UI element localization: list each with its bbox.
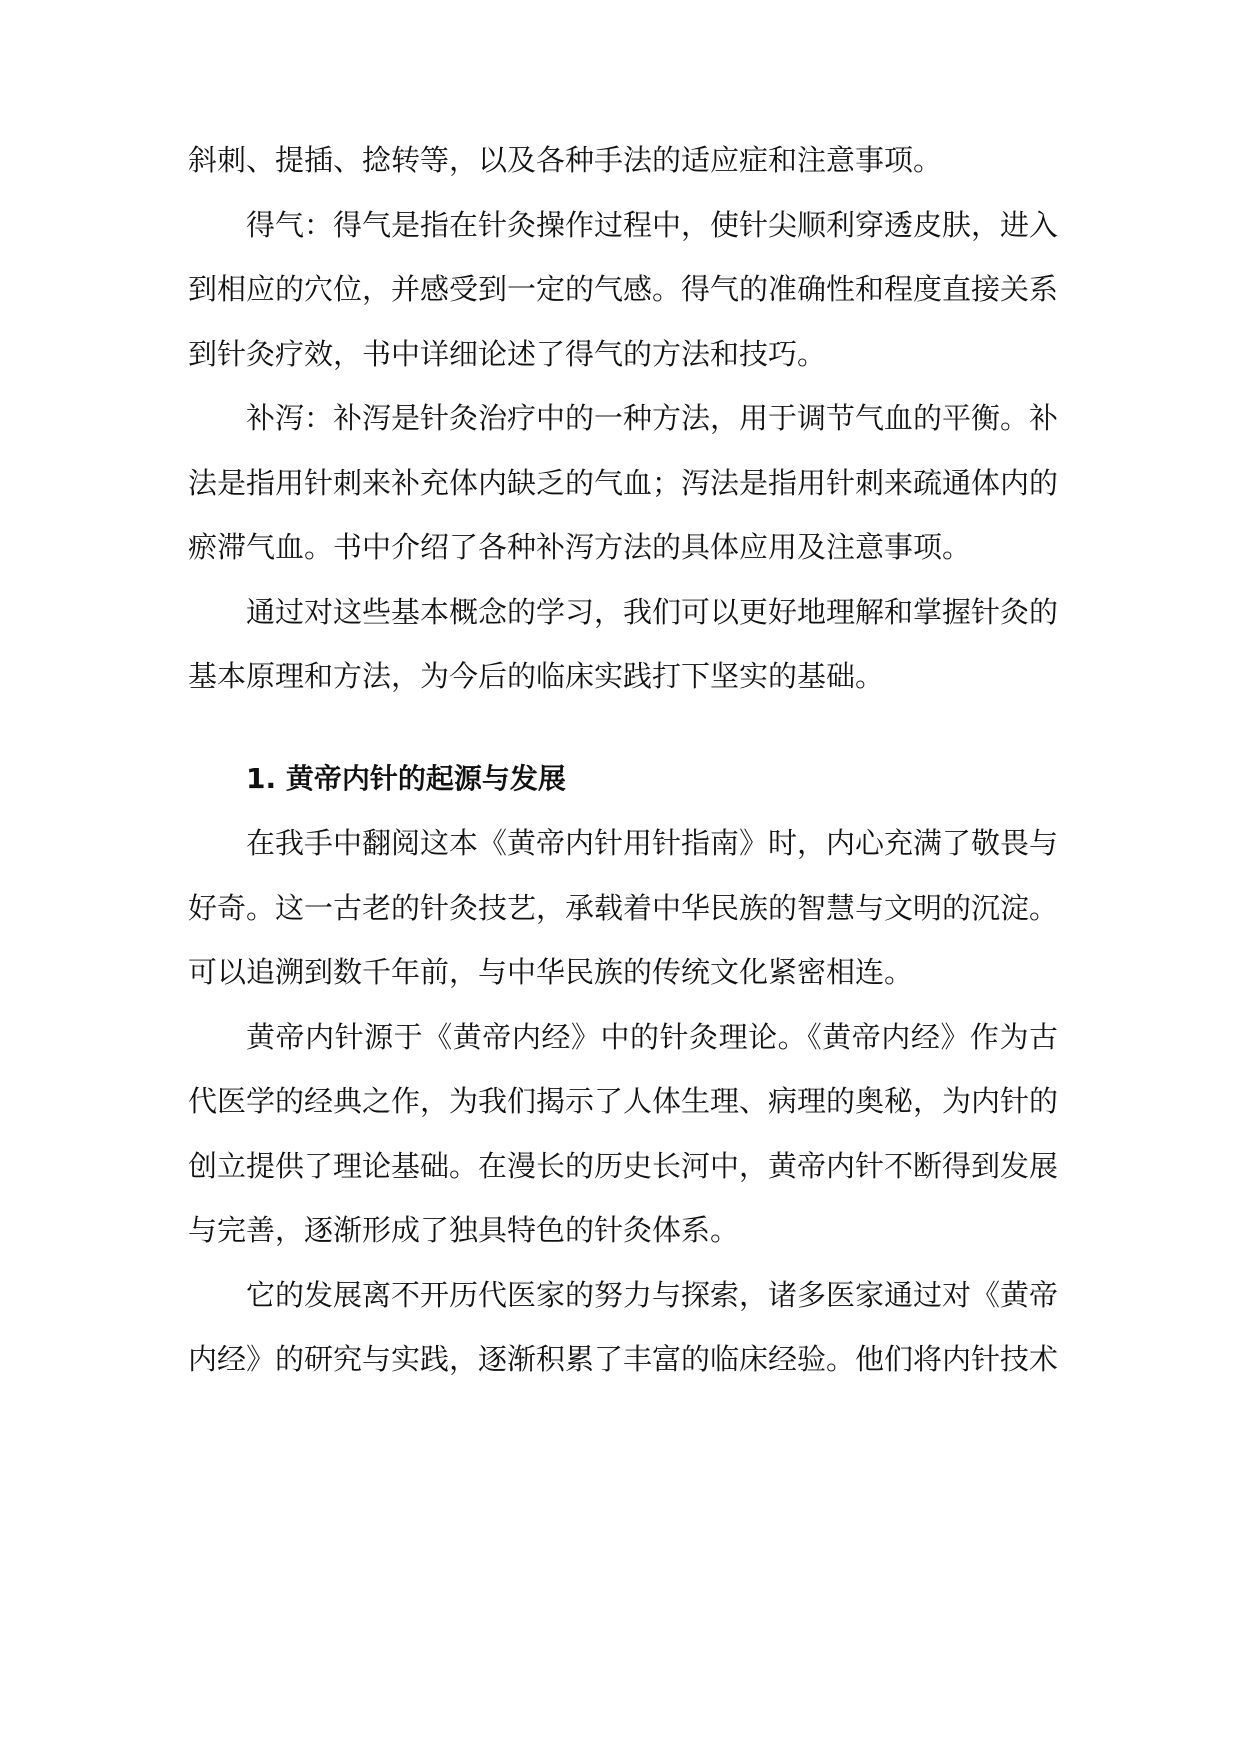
paragraph-origin-theory: 黄帝内针源于《黄帝内经》中的针灸理论。《黄帝内经》作为古代医学的经典之作，为我们揭示了人体生理、病理的奥秘，为内针的创立提供了理论基础。在漫长的历史长河中，黄帝内针不断得到发展与完善，逐渐形成了独具特色的针灸体系。 [188,1019,1059,1247]
paragraph-summary: 通过对这些基本概念的学习，我们可以更好地理解和掌握针灸的基本原理和方法，为今后的临床实践打下坚实的基础。 [188,594,1059,693]
paragraph-origin-development: 它的发展离不开历代医家的努力与探索，诸多医家通过对《黄帝内经》的研究与实践，逐渐积累了丰富的临床经验。他们将内针技术 [188,1277,1059,1376]
paragraph-deqi: 得气：得气是指在针灸操作过程中，使针尖顺利穿透皮肤，进入到相应的穴位，并感受到一定的气感。得气的准确性和程度直接关系到针灸疗效，书中详细论述了得气的方法和技巧。 [188,207,1059,371]
section-heading: 1. 黄帝内针的起源与发展 [246,761,566,795]
paragraph-continuation: 斜刺、提插、捻转等，以及各种手法的适应症和注意事项。 [188,143,943,177]
paragraph-buxie: 补泻：补泻是针灸治疗中的一种方法，用于调节气血的平衡。补法是指用针刺来补充体内缺乏的气血；泻法是指用针刺来疏通体内的瘀滞气血。书中介绍了各种补泻方法的具体应用及注意事项。 [188,401,1059,564]
paragraph-origin-intro: 在我手中翻阅这本《黄帝内针用针指南》时，内心充满了敬畏与好奇。这一古老的针灸技艺，承载着中华民族的智慧与文明的沉淀。可以追溯到数千年前，与中华民族的传统文化紧密相连。 [188,826,1059,989]
document-body [188,128,1058,1392]
section-spacer [188,709,1058,747]
